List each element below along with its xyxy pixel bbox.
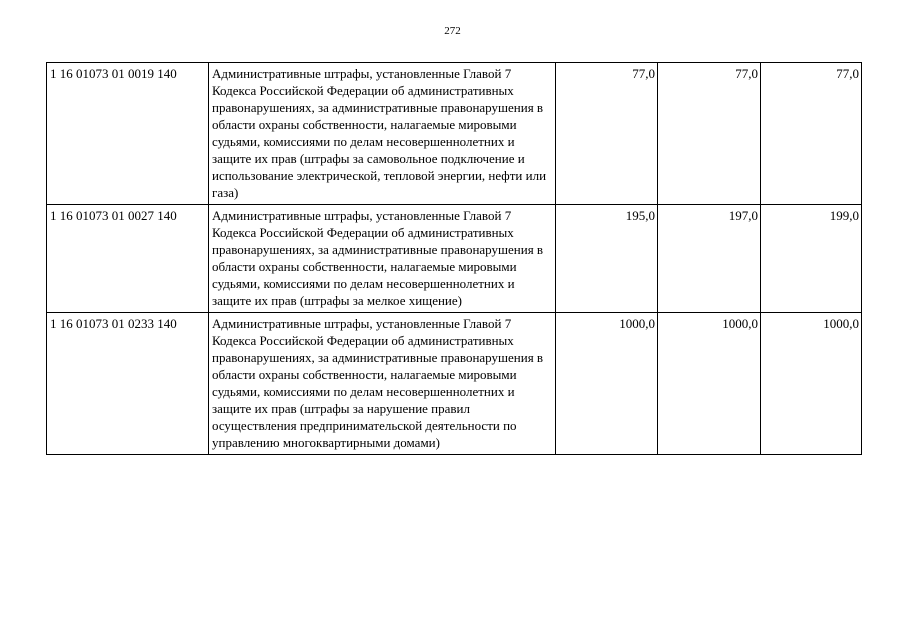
budget-code-cell: 1 16 01073 01 0027 140: [47, 205, 209, 313]
amount-year-3-cell: 199,0: [761, 205, 862, 313]
description-cell: Административные штрафы, установленные Главой 7 Кодекса Российской Федерации об административных правонарушениях, за административные правонарушения в области охраны собственности, налагаемые мировыми судьями, комиссиями по делам несовершеннолетних и защите их прав (штрафы за мелкое хищение): [209, 205, 556, 313]
table-row: [47, 313, 862, 455]
amount-year-2-cell: 1000,0: [658, 313, 761, 455]
table-row: [47, 205, 862, 313]
amount-year-1-cell: 77,0: [556, 63, 658, 205]
table-row: [47, 63, 862, 205]
budget-code-cell: 1 16 01073 01 0233 140: [47, 313, 209, 455]
description-cell: Административные штрафы, установленные Главой 7 Кодекса Российской Федерации об административных правонарушениях, за административные правонарушения в области охраны собственности, налагаемые мировыми судьями, комиссиями по делам несовершеннолетних и защите их прав (штрафы за самовольное подключение и использование электрической, тепловой энергии, нефти или газа): [209, 63, 556, 205]
budget-table: [46, 62, 862, 455]
amount-year-1-cell: 1000,0: [556, 313, 658, 455]
amount-year-3-cell: 77,0: [761, 63, 862, 205]
amount-year-2-cell: 197,0: [658, 205, 761, 313]
amount-year-1-cell: 195,0: [556, 205, 658, 313]
description-cell: Административные штрафы, установленные Главой 7 Кодекса Российской Федерации об административных правонарушениях, за административные правонарушения в области охраны собственности, налагаемые мировыми судьями, комиссиями по делам несовершеннолетних и защите их прав (штрафы за нарушение правил осуществления предпринимательской деятельности по управлению многоквартирными домами): [209, 313, 556, 455]
page-number: 272: [444, 25, 461, 37]
amount-year-2-cell: 77,0: [658, 63, 761, 205]
amount-year-3-cell: 1000,0: [761, 313, 862, 455]
budget-code-cell: 1 16 01073 01 0019 140: [47, 63, 209, 205]
